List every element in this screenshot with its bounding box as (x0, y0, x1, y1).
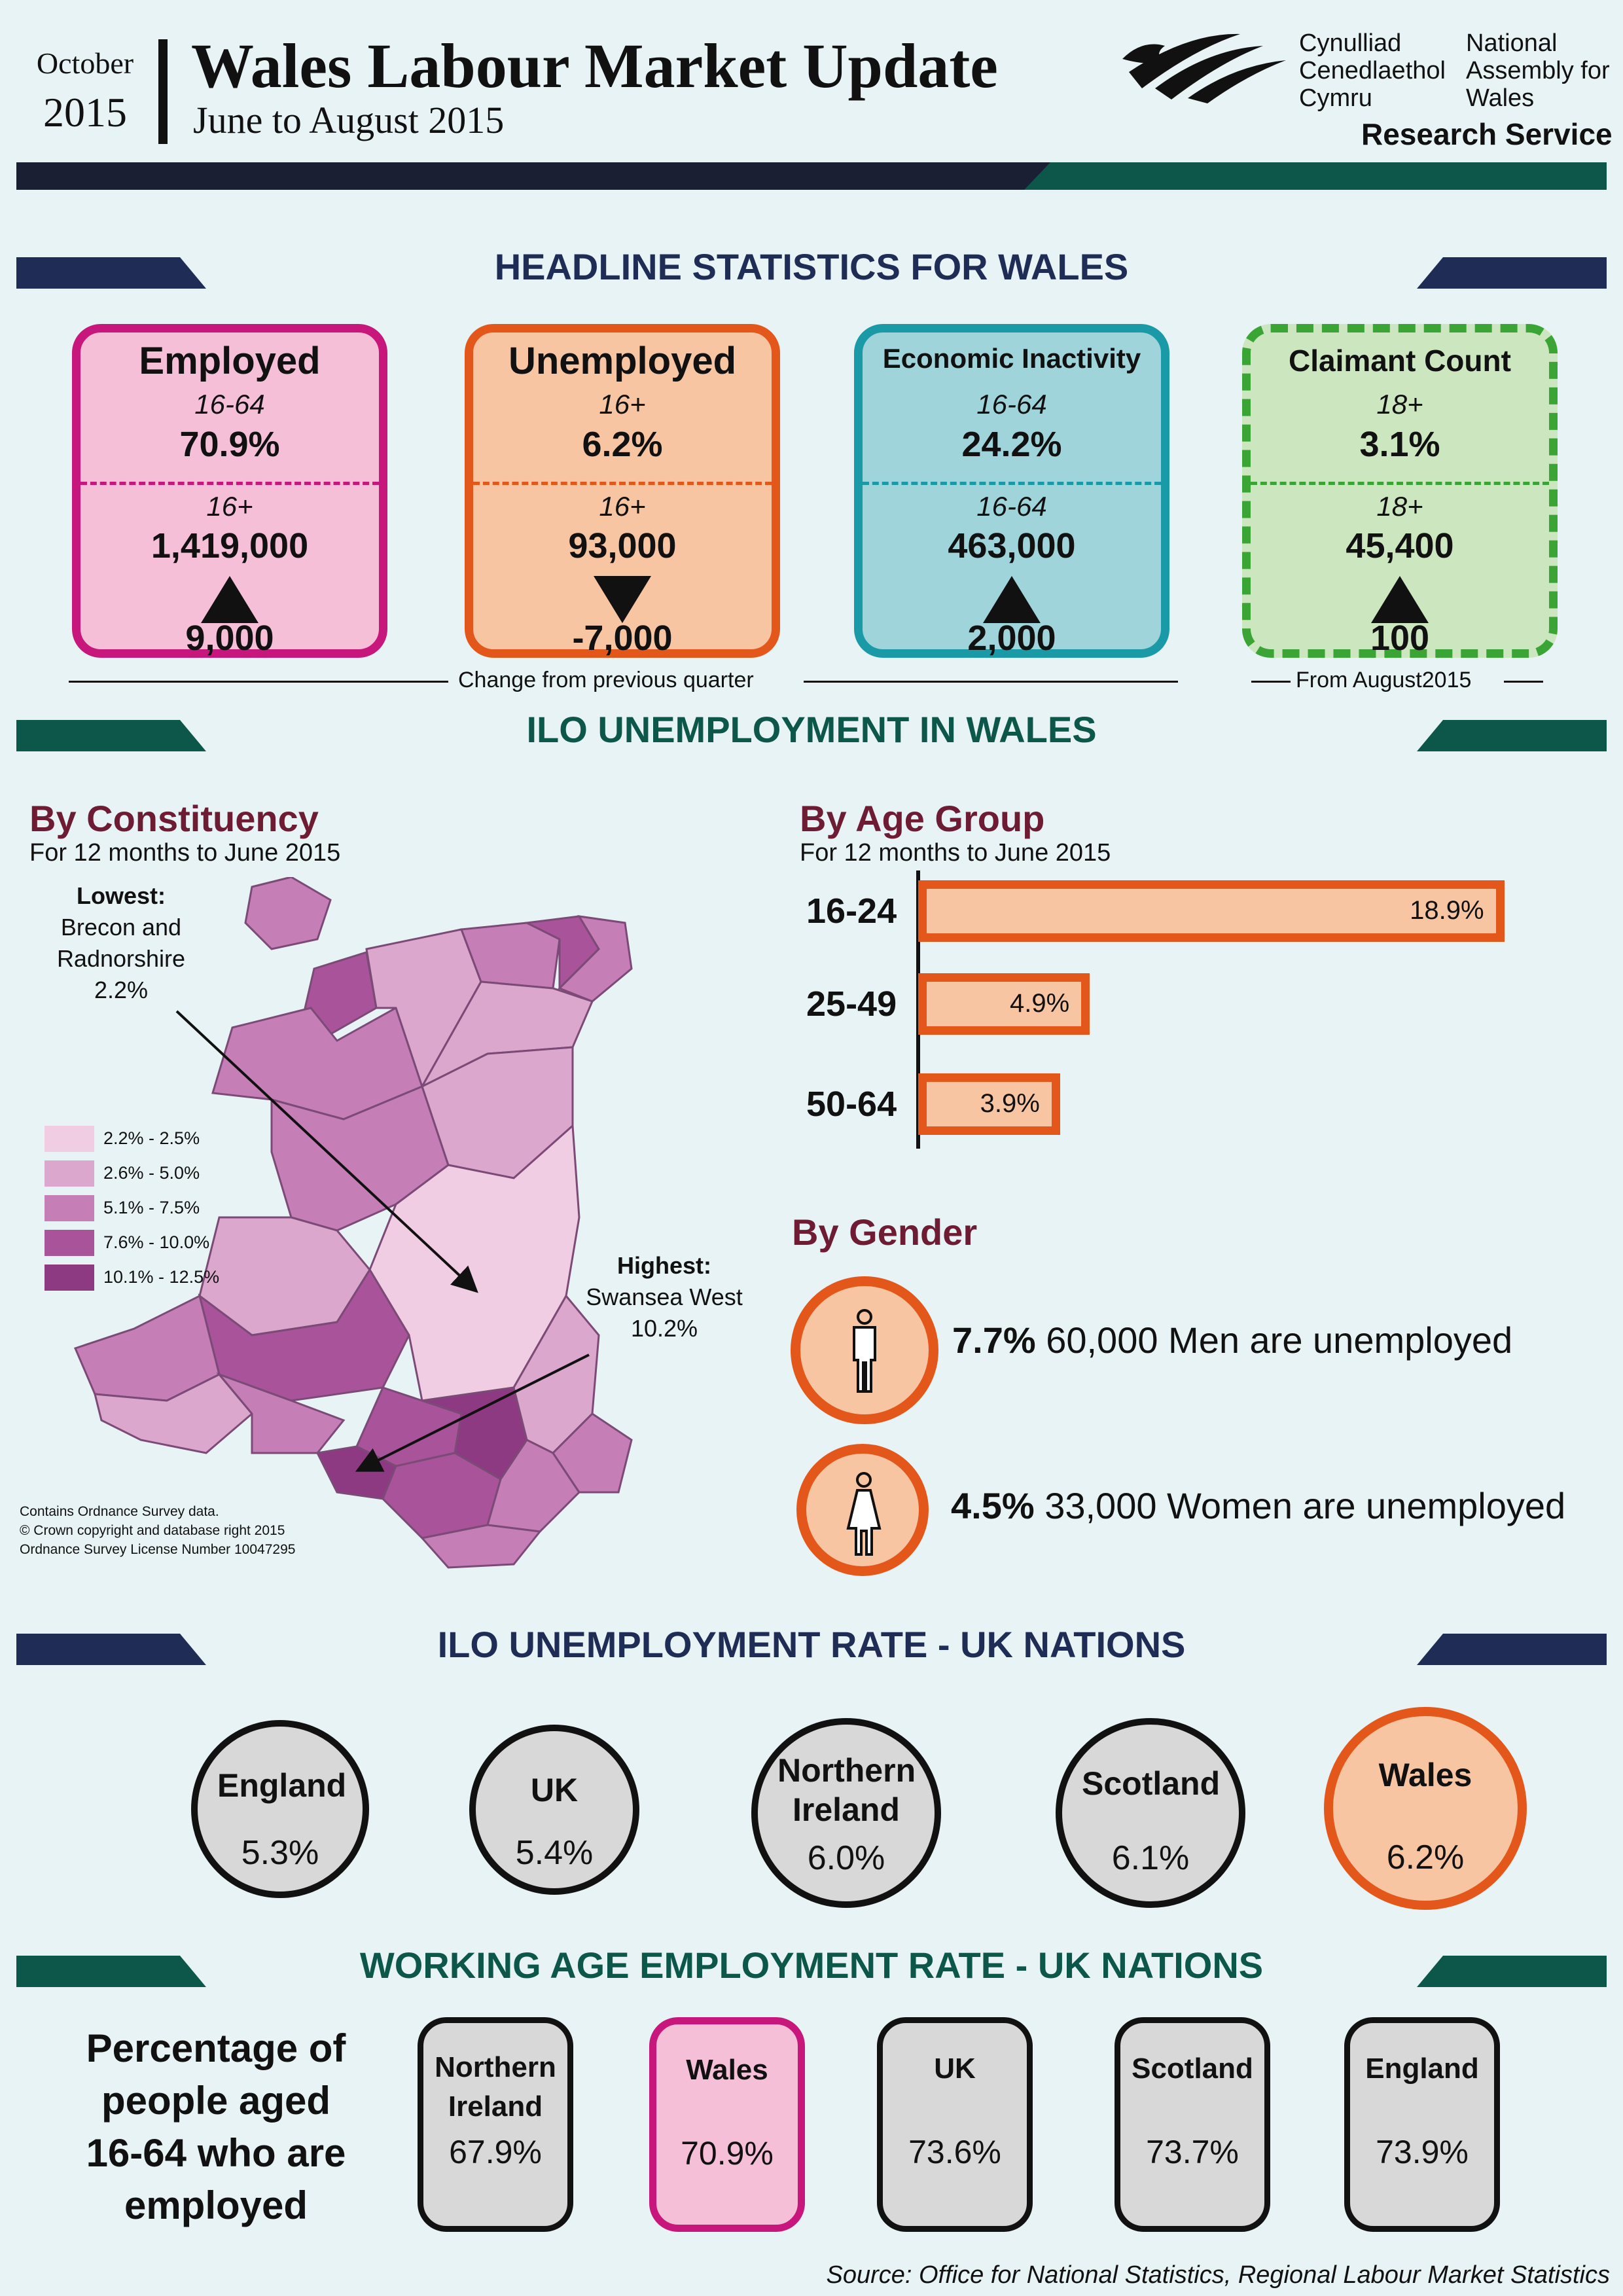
org-welsh-line-3: Cymru (1299, 84, 1372, 112)
nation-circle-uk (469, 1725, 639, 1895)
women-rate: 4.5% (951, 1485, 1035, 1526)
nation-circle-england (191, 1720, 369, 1898)
header-month: October (36, 46, 134, 80)
highest-pointer-arrow (360, 1355, 589, 1469)
age-group-subtitle: For 12 months to June 2015 (800, 839, 1111, 867)
nation-value: 5.4% (515, 1834, 594, 1872)
org-welsh-line-1: Cynulliad (1299, 29, 1402, 57)
age-group-label: 50-64 (806, 1085, 897, 1124)
age-group-value: 4.9% (1009, 989, 1070, 1018)
employment-box-scotland (1115, 2017, 1270, 2232)
women-circle (796, 1444, 929, 1576)
men-rate: 7.7% (952, 1319, 1036, 1361)
headline-box-level: 45,400 (1346, 526, 1454, 565)
uk-ilo-section-title: ILO UNEMPLOYMENT RATE - UK NATIONS (437, 1624, 1186, 1665)
copyright-line-2: © Crown copyright and database right 2015 (20, 1523, 285, 1538)
headline-box-level: 93,000 (568, 526, 677, 565)
org-english-line-3: Wales (1466, 84, 1535, 112)
headline-section-title: HEADLINE STATISTICS FOR WALES (494, 246, 1129, 287)
headline-box-age-1: 18+ (1376, 389, 1423, 420)
nation-name: England (217, 1767, 347, 1804)
gender-title: By Gender (792, 1211, 978, 1253)
age-group-title: By Age Group (800, 798, 1045, 839)
highest-value: 10.2% (630, 1315, 698, 1342)
quarter-change-caption: Change from previous quarter (458, 668, 754, 692)
lowest-label: Lowest: (76, 882, 166, 909)
nation-name: Northern Ireland (777, 1752, 916, 1828)
lowest-pointer-arrow (177, 1011, 474, 1289)
uk-employment-section-title: WORKING AGE EMPLOYMENT RATE - UK NATIONS (359, 1945, 1264, 1986)
employment-box-england (1344, 2017, 1500, 2232)
employment-box-wales (649, 2017, 805, 2232)
headline-box-change: 100 (1370, 619, 1430, 658)
org-english-line-2: Assembly for (1466, 57, 1610, 84)
nation-circle-wales (1324, 1707, 1527, 1910)
employment-description (52, 2022, 380, 2232)
headline-box-title: Economic Inactivity (882, 343, 1141, 374)
woman-icon (843, 1472, 885, 1557)
nation-value: 6.0% (807, 1839, 885, 1877)
nation-name: Scotland (1082, 1765, 1221, 1802)
org-welsh-line-2: Cenedlaethol (1299, 57, 1446, 84)
legend-label: 2.6% - 5.0% (103, 1163, 200, 1183)
nation-name: Northern Ireland (435, 2051, 556, 2123)
description-line-4: employed (124, 2183, 308, 2227)
lowest-name-line-2: Radnorshire (56, 945, 186, 972)
men-text: 60,000 Men are unemployed (1046, 1319, 1513, 1361)
highest-label: Highest: (617, 1252, 711, 1279)
legend-label: 2.2% - 2.5% (103, 1128, 200, 1148)
copyright-line-1: Contains Ordnance Survey data. (20, 1504, 219, 1519)
headline-box-rate: 24.2% (961, 425, 1062, 464)
headline-box-age-1: 16+ (599, 389, 646, 420)
headline-box-level: 1,419,000 (151, 526, 309, 565)
map-copyright (20, 1502, 295, 1559)
headline-box-age-2: 16-64 (976, 491, 1047, 522)
nation-circle-scotland (1056, 1718, 1245, 1908)
lowest-name-line-1: Brecon and (60, 914, 182, 941)
age-group-value: 18.9% (1410, 896, 1484, 925)
nation-value: 6.1% (1111, 1839, 1190, 1877)
source-note: Source: Office for National Statistics, Regional Labour Market Statistics (826, 2261, 1610, 2289)
description-line-1: Percentage of (86, 2026, 346, 2070)
women-text: 33,000 Women are unemployed (1044, 1485, 1566, 1526)
nation-name: UK (530, 1772, 579, 1808)
org-english-line-1: National (1466, 29, 1558, 57)
headline-box-age-2: 18+ (1376, 491, 1423, 522)
headline-box-title: Unemployed (508, 340, 737, 382)
men-circle (791, 1276, 938, 1424)
men-stat (952, 1319, 1512, 1361)
copyright-line-3: Ordnance Survey License Number 10047295 (20, 1542, 296, 1557)
highest-name: Swansea West (586, 1283, 743, 1310)
headline-box-rate: 6.2% (582, 425, 663, 464)
employment-box-uk (877, 2017, 1033, 2232)
nation-name: Wales (686, 2054, 768, 2086)
description-line-2: people aged (101, 2079, 331, 2123)
headline-box-age-2: 16+ (599, 491, 646, 522)
headline-box-age-1: 16-64 (194, 389, 265, 420)
headline-box-level: 463,000 (948, 526, 1076, 565)
headline-box-title: Employed (139, 340, 321, 382)
nation-value: 73.7% (1146, 2134, 1239, 2170)
age-group-label: 25-49 (806, 984, 897, 1024)
headline-box-age-2: 16+ (206, 491, 253, 522)
legend-label: 5.1% - 7.5% (103, 1198, 200, 1217)
nation-name: England (1365, 2053, 1479, 2085)
nation-name: Scotland (1132, 2053, 1253, 2085)
header-year: 2015 (43, 89, 127, 135)
man-icon (844, 1309, 885, 1394)
headline-box-rate: 70.9% (179, 425, 280, 464)
legend-label: 7.6% - 10.0% (103, 1232, 210, 1252)
headline-box-rate: 3.1% (1359, 425, 1440, 464)
lowest-value: 2.2% (94, 977, 149, 1003)
nation-circle-northern-ireland (751, 1718, 941, 1908)
claimant-change-caption: From August2015 (1296, 668, 1472, 692)
age-group-label: 16-24 (806, 891, 897, 931)
page-title: Wales Labour Market Update (191, 31, 998, 101)
headline-box-change: 9,000 (185, 619, 274, 658)
nation-name: UK (934, 2053, 976, 2085)
nation-value: 6.2% (1386, 1839, 1465, 1876)
nation-value: 73.6% (908, 2134, 1001, 2170)
constituency-subtitle: For 12 months to June 2015 (29, 839, 341, 867)
legend-label: 10.1% - 12.5% (103, 1267, 220, 1287)
page-subtitle: June to August 2015 (193, 99, 505, 141)
headline-box-title: Claimant Count (1289, 344, 1511, 378)
ilo-section-title: ILO UNEMPLOYMENT IN WALES (526, 709, 1097, 750)
women-stat (951, 1484, 1565, 1527)
nation-value: 73.9% (1376, 2134, 1469, 2170)
headline-box-age-1: 16-64 (976, 389, 1047, 420)
nation-value: 5.3% (241, 1834, 319, 1873)
constituency-title: By Constituency (29, 798, 319, 839)
employment-box-northern-ireland (418, 2017, 573, 2232)
headline-box-change: 2,000 (967, 619, 1056, 658)
age-group-value: 3.9% (980, 1089, 1040, 1118)
nation-value: 70.9% (681, 2135, 774, 2172)
headline-box-change: -7,000 (572, 619, 673, 658)
nation-value: 67.9% (449, 2134, 542, 2170)
nation-name: Wales (1378, 1757, 1472, 1793)
description-line-3: 16-64 who are (86, 2131, 346, 2175)
research-service-label: Research Service (1361, 117, 1613, 151)
